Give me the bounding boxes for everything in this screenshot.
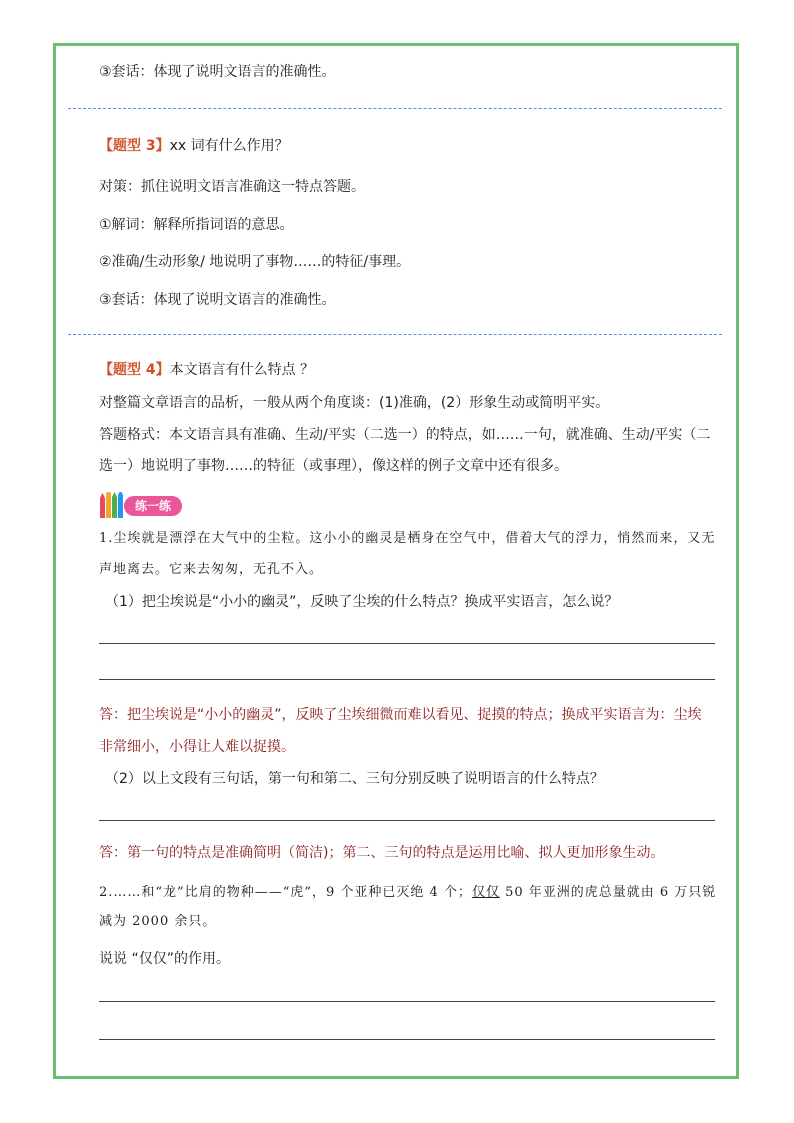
question-type-4-tag: 【题型 4】 xyxy=(99,362,170,378)
answer-format-line-2: 选一）地说明了事物……的特征（或事理），像这样的例子文章中还有很多。 xyxy=(99,458,568,474)
exercise-2-passage-text-a: 2.……和“龙”比肩的物种——“虎”，9 个亚种已灭绝 4 个； xyxy=(99,885,472,900)
answer-line xyxy=(99,1001,715,1002)
exercise-1-passage-line-1: 1.尘埃就是漂浮在大气中的尘粒。这小小的幽灵是栖身在空气中，借着大气的浮力，悄然而来，又无 xyxy=(99,531,716,546)
question-type-3-tag: 【题型 3】 xyxy=(99,138,170,154)
explain-word-line: ①解词：解释所指词语的意思。 xyxy=(99,217,294,233)
exercise-2-underlined-word: 仅仅 xyxy=(471,885,500,900)
question-type-3-title: xx 词有什么作用？ xyxy=(169,138,289,154)
exercise-2-question: 说说 “仅仅”的作用。 xyxy=(99,951,230,967)
answer-format-line-1: 答题格式：本文语言具有准确、生动/平实（二选一）的特点，如……一句，就准确、生动/平实（二 xyxy=(99,427,711,443)
answer-line xyxy=(99,643,715,644)
exercise-1-answer-1-line-2: 非常细小，小得让人难以捉摸。 xyxy=(99,739,295,755)
strategy-line: 对策：抓住说明文语言准确这一特点答题。 xyxy=(99,179,365,195)
exercise-2-passage-line-2: 减为 2000 余只。 xyxy=(99,914,217,929)
accurate-description-line: ②准确/生动形象/ 地说明了事物……的特征/事理。 xyxy=(99,254,411,270)
set-phrase-line-2: ③套话：体现了说明文语言的准确性。 xyxy=(99,292,336,308)
exercise-1-question-2: （2）以上文段有三句话，第一句和第二、三句分别反映了说明语言的什么特点？ xyxy=(105,771,604,787)
exercise-1-answer-2: 答：第一句的特点是准确简明（简洁)；第二、三句的特点是运用比喻、拟人更加形象生动。 xyxy=(99,845,665,861)
practice-badge xyxy=(98,492,184,520)
dashed-divider xyxy=(68,108,722,109)
question-type-4 xyxy=(99,360,314,380)
answer-line xyxy=(99,820,715,821)
question-type-3 xyxy=(99,136,289,156)
answer-line xyxy=(99,1039,715,1040)
exercise-2-passage-text-b: 50 年亚洲的虎总量就由 6 万只锐 xyxy=(499,885,717,900)
exercise-2-passage-line-1 xyxy=(99,883,716,903)
exercise-1-answer-1-line-1: 答：把尘埃说是“小小的幽灵”，反映了尘埃细微而难以看见、捉摸的特点；换成平实语言为：尘埃 xyxy=(99,707,702,723)
analysis-line: 对整篇文章语言的品析，一般从两个角度谈：(1)准确，(2）形象生动或简明平实。 xyxy=(99,395,610,411)
practice-badge-label: 练一练 xyxy=(124,496,182,516)
set-phrase-line: ③套话：体现了说明文语言的准确性。 xyxy=(99,64,336,80)
dashed-divider-2 xyxy=(68,334,722,335)
exercise-1-question-1: （1）把尘埃说是“小小的幽灵”，反映了尘埃的什么特点？换成平实语言，怎么说？ xyxy=(105,594,619,610)
question-type-4-title: 本文语言有什么特点 ？ xyxy=(169,362,315,378)
answer-line xyxy=(99,679,715,680)
exercise-1-passage-line-2: 声地离去。它来去匆匆，无孔不入。 xyxy=(99,562,324,577)
